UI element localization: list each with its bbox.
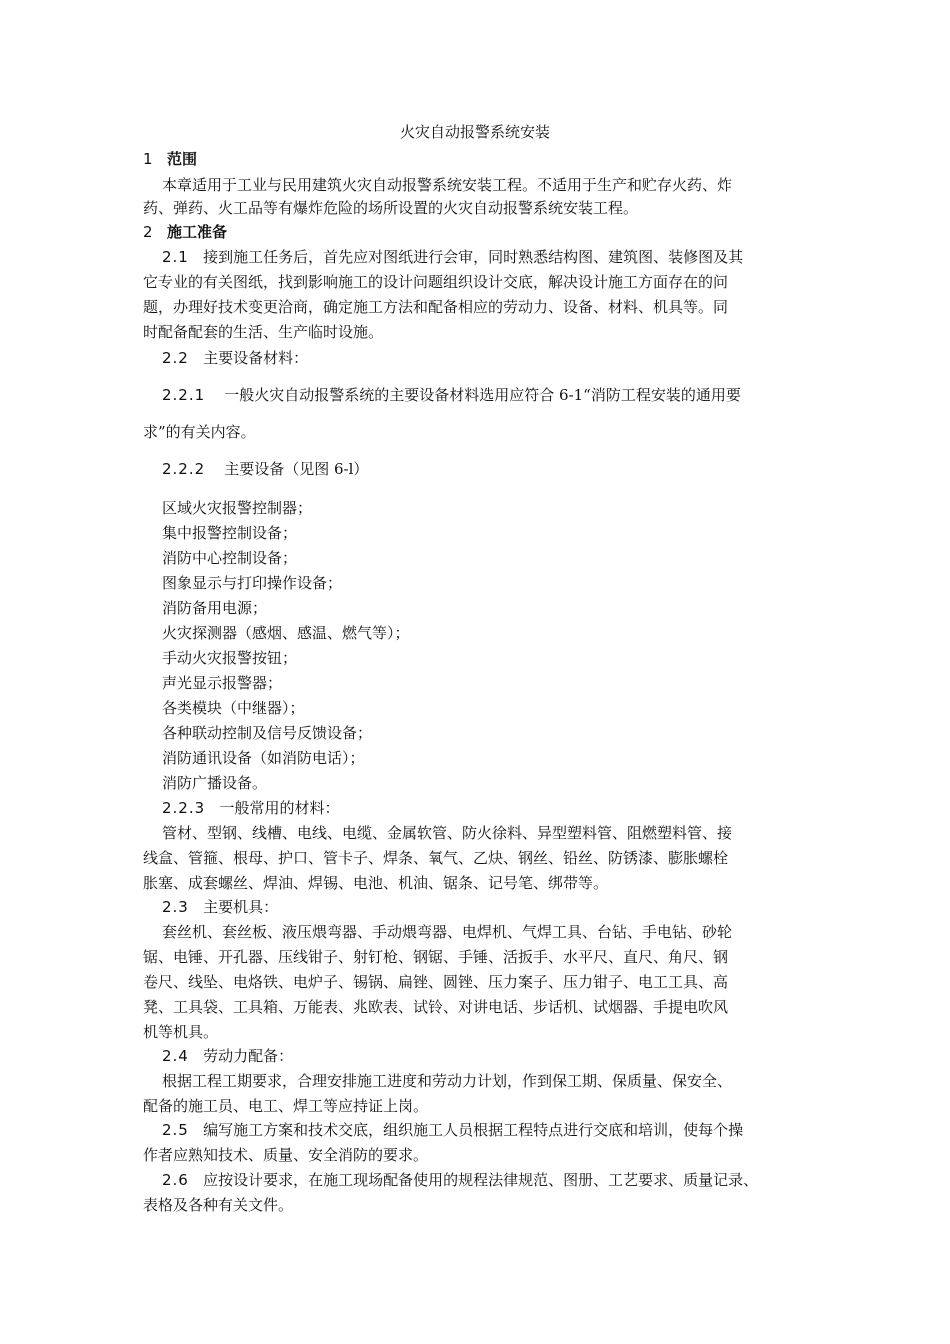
clause-number: 2.6 bbox=[162, 1171, 189, 1189]
paragraph-line: 2.2.2 主要设备（见图 6-l） bbox=[162, 460, 369, 478]
clause-number: 2.5 bbox=[162, 1121, 189, 1139]
list-item: 消防通讯设备（如消防电话）； bbox=[162, 749, 365, 767]
paragraph-line: 2.1 接到施工任务后，首先应对图纸进行会审，同时熟悉结构图、建筑图、装修图及其 bbox=[162, 248, 744, 266]
section-title: 范围 bbox=[167, 150, 198, 168]
list-item: 声光显示报警器； bbox=[162, 674, 283, 692]
paragraph-line: 管材、型钢、线槽、电线、电缆、金属软管、防火徐料、异型塑料管、阻燃塑料管、接 bbox=[162, 824, 733, 842]
section-1-heading bbox=[143, 148, 823, 170]
paragraph-line: 胀塞、成套螺丝、焊油、焊锡、电池、机油、锯条、记号笔、绑带等。 bbox=[143, 874, 609, 892]
section-number: 1 bbox=[143, 150, 153, 168]
list-item: 消防广播设备。 bbox=[162, 774, 268, 792]
paragraph-line: 它专业的有关图纸，找到影响施工的设计问题组织设计交底，解决设计施工方面存在的问 bbox=[143, 273, 729, 291]
section-title: 施工准备 bbox=[167, 223, 228, 241]
paragraph-line: 本章适用于工业与民用建筑火灾自动报警系统安装工程。不适用于生产和贮存火药、炸 bbox=[162, 176, 733, 194]
paragraph-line: 线盒、管箍、根母、护口、管卡子、焊条、氧气、乙炔、钢丝、铅丝、防锈漆、膨胀螺栓 bbox=[143, 849, 729, 867]
paragraph-line: 2.3 主要机具： bbox=[162, 898, 279, 916]
list-item: 区域火灾报警控制器； bbox=[162, 499, 313, 517]
clause-number: 2.2.2 bbox=[162, 460, 206, 478]
paragraph-line: 药、弹药、火工品等有爆炸危险的场所设置的火灾自动报警系统安装工程。 bbox=[143, 199, 639, 217]
list-item: 消防备用电源； bbox=[162, 599, 268, 617]
paragraph-line: 表格及各种有关文件。 bbox=[143, 1196, 294, 1214]
list-item: 手动火灾报警按钮； bbox=[162, 649, 298, 667]
paragraph-line: 2.2.1 一般火灾自动报警系统的主要设备材料选用应符合 6-1“消防工程安装的通用要 bbox=[162, 386, 741, 404]
paragraph-line: 题，办理好技术变更洽商，确定施工方法和配备相应的劳动力、设备、材料、机具等。同 bbox=[143, 298, 729, 316]
paragraph-line: 2.2.3 一般常用的材料： bbox=[162, 799, 340, 817]
clause-number: 2.1 bbox=[162, 248, 189, 266]
paragraph-line: 2.6 应按设计要求，在施工现场配备使用的规程法律规范、图册、工艺要求、质量记录、 bbox=[162, 1171, 759, 1189]
paragraph-line: 作者应熟知技术、质量、安全消防的要求。 bbox=[143, 1146, 429, 1164]
list-item: 消防中心控制设备； bbox=[162, 549, 298, 567]
paragraph-line: 2.2 主要设备材料： bbox=[162, 349, 309, 367]
section-2-heading bbox=[143, 221, 823, 243]
paragraph-line: 凳、工具袋、工具箱、万能表、兆欧表、试铃、对讲电话、步话机、试烟器、手提电吹风 bbox=[143, 998, 729, 1016]
clause-number: 2.2.3 bbox=[162, 799, 206, 817]
paragraph-line: 机等机具。 bbox=[143, 1023, 219, 1041]
clause-number: 2.2 bbox=[162, 349, 189, 367]
document-title: 火灾自动报警系统安装 bbox=[399, 123, 550, 141]
paragraph-line: 2.4 劳动力配备： bbox=[162, 1047, 294, 1065]
paragraph-line: 锯、电锤、开孔器、压线钳子、射钉枪、钢锯、手锤、活扳手、水平尺、直尺、角尺、钢 bbox=[143, 948, 729, 966]
list-item: 图象显示与打印操作设备； bbox=[162, 574, 343, 592]
paragraph-line: 卷尺、线坠、电烙铁、电炉子、锡锅、扁锉、圆锉、压力案子、压力钳子、电工工具、高 bbox=[143, 973, 729, 991]
clause-number: 2.3 bbox=[162, 898, 189, 916]
clause-number: 2.4 bbox=[162, 1047, 189, 1065]
list-item: 集中报警控制设备； bbox=[162, 524, 298, 542]
paragraph-line: 套丝机、套丝板、液压煨弯器、手动煨弯器、电焊机、气焊工具、台钻、手电钻、砂轮 bbox=[162, 923, 733, 941]
paragraph-line: 时配备配套的生活、生产临时设施。 bbox=[143, 323, 384, 341]
list-item: 火灾探测器（感烟、感温、燃气等）； bbox=[162, 624, 410, 642]
paragraph-line: 2.5 编写施工方案和技术交底，组织施工人员根据工程特点进行交底和培训，使每个操 bbox=[162, 1121, 744, 1139]
section-number: 2 bbox=[143, 223, 153, 241]
list-item: 各类模块（中继器）； bbox=[162, 699, 305, 717]
paragraph-line: 根据工程工期要求，合理安排施工进度和劳动力计划，作到保工期、保质量、保安全、 bbox=[162, 1072, 733, 1090]
paragraph-line: 求”的有关内容。 bbox=[143, 423, 256, 441]
list-item: 各种联动控制及信号反馈设备； bbox=[162, 724, 373, 742]
clause-number: 2.2.1 bbox=[162, 386, 206, 404]
paragraph-line: 配备的施工员、电工、焊工等应持证上岗。 bbox=[143, 1097, 429, 1115]
